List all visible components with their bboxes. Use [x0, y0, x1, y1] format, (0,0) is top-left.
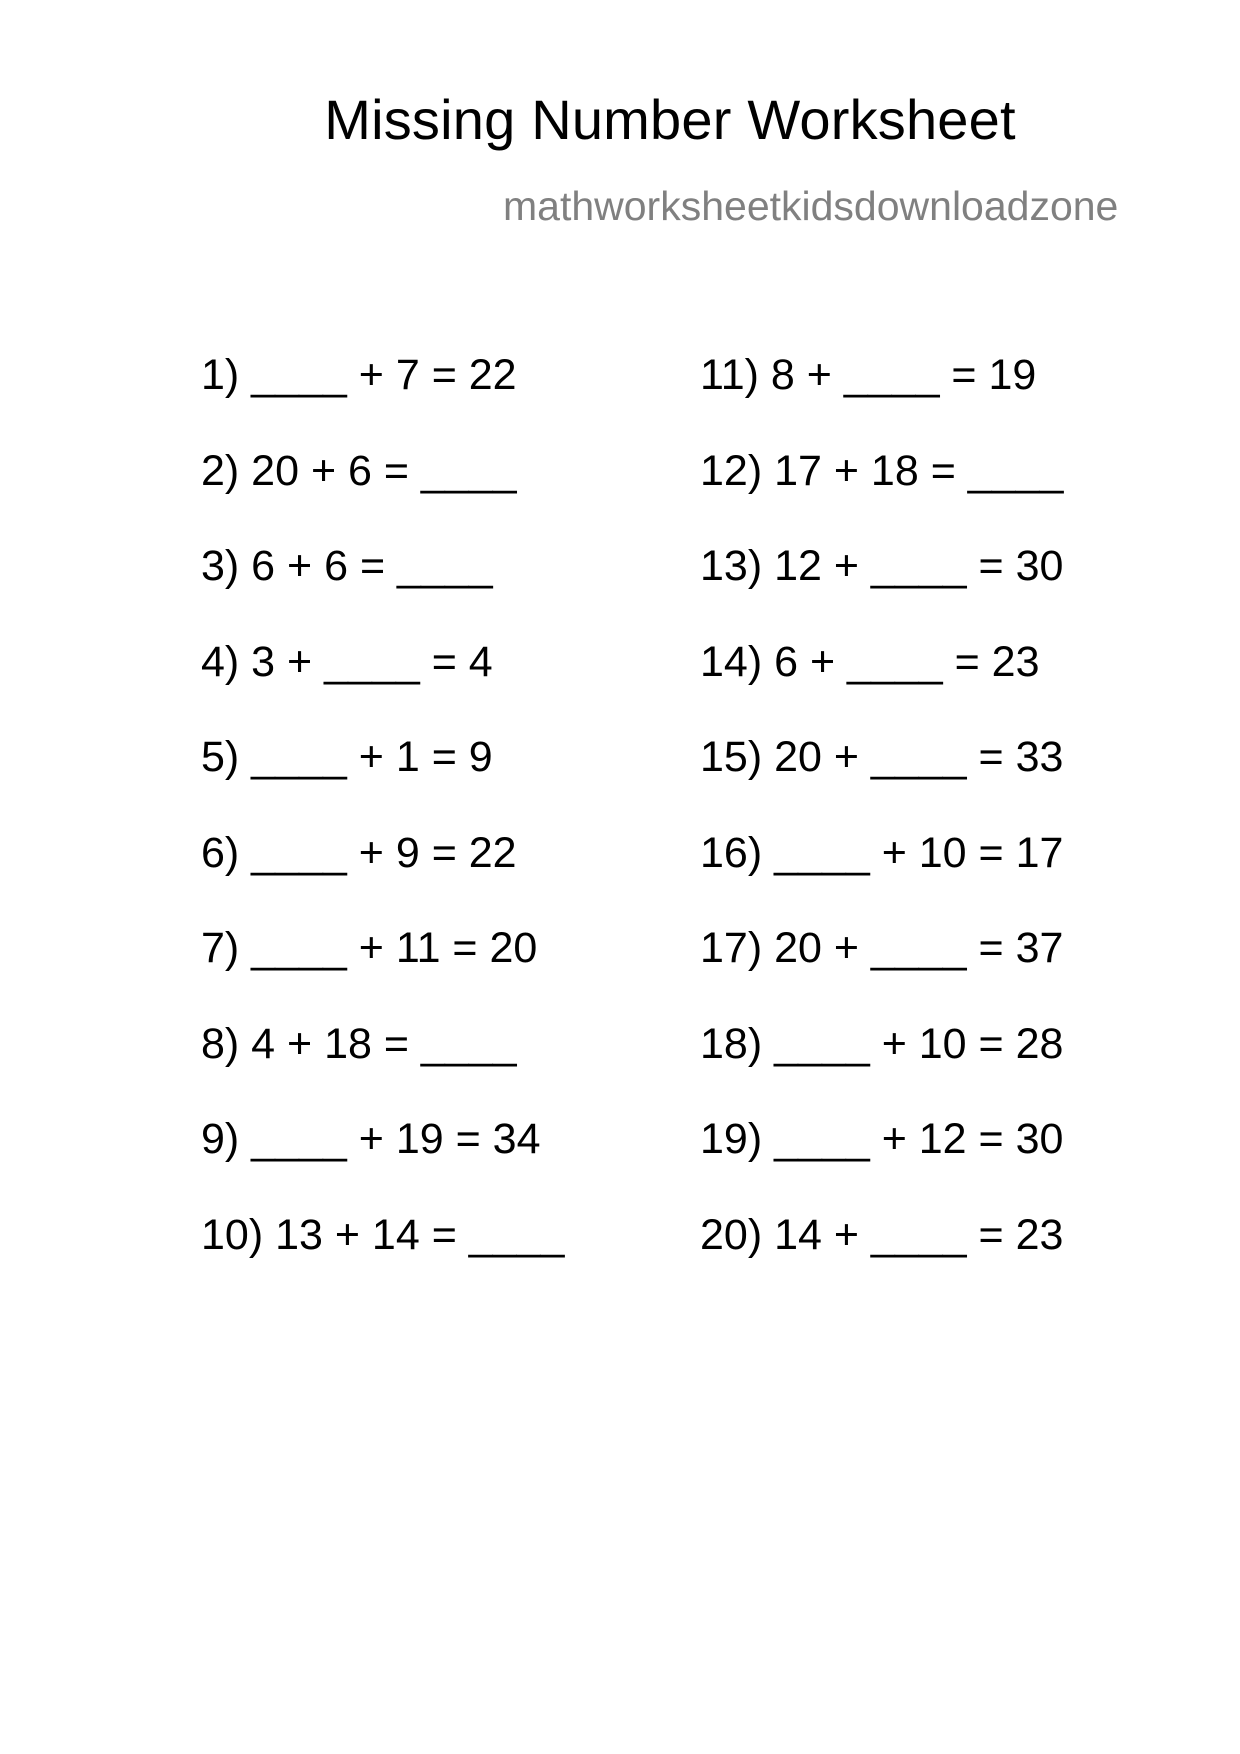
- problem-8: 8) 4 + 18 = ____: [201, 1019, 517, 1068]
- worksheet-title: Missing Number Worksheet: [324, 88, 1016, 151]
- problem-11: 11) 8 + ____ = 19: [700, 351, 1037, 399]
- problem-19: 19) ____ + 12 = 30: [700, 1115, 1064, 1163]
- problem-7: 7) ____ + 11 = 20: [201, 924, 538, 972]
- problem-1: 1) ____ + 7 = 22: [201, 351, 517, 399]
- problem-20: 20) 14 + ____ = 23: [700, 1210, 1064, 1259]
- worksheet-subtitle: mathworksheetkidsdownloadzone: [503, 183, 1119, 229]
- problem-10: 10) 13 + 14 = ____: [201, 1210, 565, 1259]
- problem-2: 2) 20 + 6 = ____: [201, 446, 517, 495]
- problem-12: 12) 17 + 18 = ____: [700, 446, 1064, 495]
- problem-16: 16) ____ + 10 = 17: [700, 828, 1064, 877]
- problem-13: 13) 12 + ____ = 30: [700, 542, 1064, 590]
- problems-left-column: [201, 350, 564, 1305]
- problem-18: 18) ____ + 10 = 28: [700, 1019, 1064, 1068]
- problem-15: 15) 20 + ____ = 33: [700, 733, 1064, 781]
- problem-3: 3) 6 + 6 = ____: [201, 542, 493, 590]
- problem-14: 14) 6 + ____ = 23: [700, 637, 1040, 686]
- problem-9: 9) ____ + 19 = 34: [201, 1115, 541, 1163]
- problem-4: 4) 3 + ____ = 4: [201, 637, 493, 686]
- problem-17: 17) 20 + ____ = 37: [700, 924, 1064, 972]
- problems-right-column: [700, 350, 1063, 1305]
- problem-5: 5) ____ + 1 = 9: [201, 733, 493, 781]
- problem-6: 6) ____ + 9 = 22: [201, 828, 517, 877]
